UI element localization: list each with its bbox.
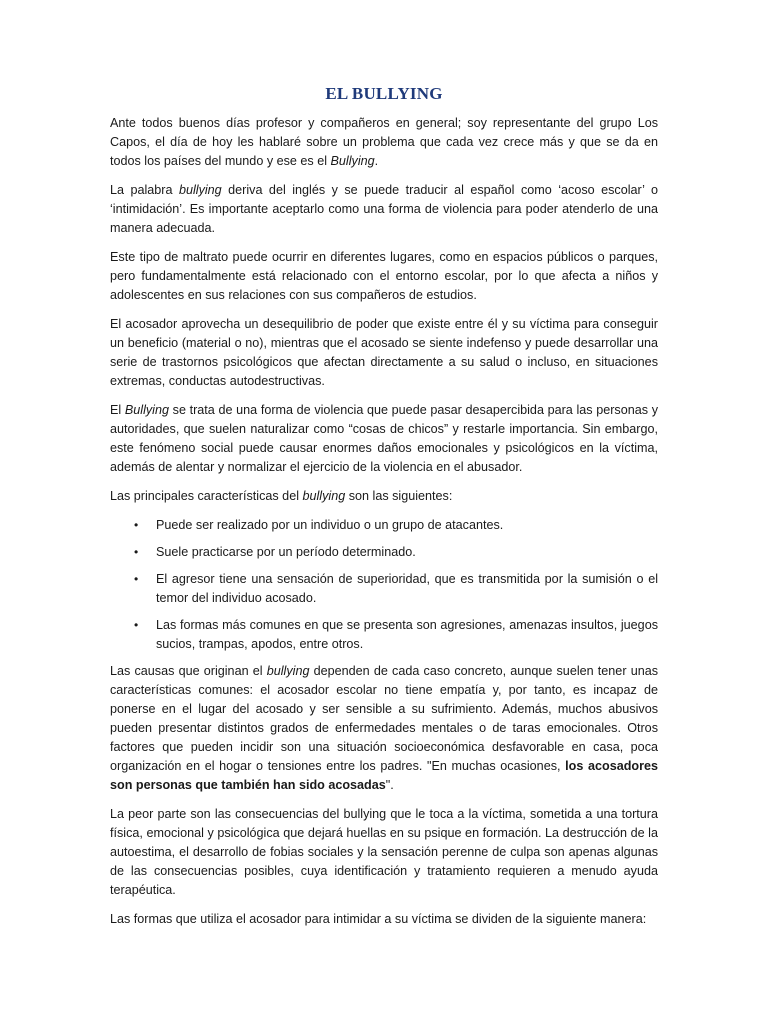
italic-term: bullying — [266, 664, 310, 678]
paragraph-places: Este tipo de maltrato puede ocurrir en diferentes lugares, como en espacios públicos o parques, pero fundamentalmente está relacionado con el entorno escolar, por lo que afecta a niños y adolescentes en sus relaciones con sus compañeros de estudios. — [110, 250, 658, 302]
list-item-text: Puede ser realizado por un individuo o un grupo de atacantes. — [156, 518, 504, 532]
list-item — [134, 570, 658, 608]
list-item-text: Las formas más comunes en que se presenta son agresiones, amenazas insultos, juegos sucios, trampas, apodos, entre otros. — [156, 618, 658, 651]
text-run: deriva del inglés y se puede traducir al español como ‘acoso escolar’ o ‘intimidación’. Es importante aceptarlo como una forma de violencia para poder atenderlo de una manera adecuada. — [110, 183, 658, 235]
text-run: El — [110, 403, 125, 417]
bullet-icon: • — [134, 572, 139, 586]
paragraph-forms: Las formas que utiliza el acosador para intimidar a su víctima se dividen de la siguiente manera: — [110, 912, 647, 926]
paragraph-violence — [110, 401, 658, 477]
bold-quote: los acosadores son personas que también han sido acosadas — [110, 759, 658, 792]
text-run: son las siguientes: — [345, 489, 453, 503]
italic-term: Bullying — [330, 154, 375, 168]
list-item — [134, 516, 658, 535]
paragraph-causes — [110, 662, 658, 795]
list-item-text: El agresor tiene una sensación de superioridad, que es transmitida por la sumisión o el temor del individuo acosado. — [156, 572, 658, 605]
text-run: . — [374, 154, 379, 168]
bullet-icon: • — [134, 618, 139, 632]
text-run: se trata de una forma de violencia que puede pasar desapercibida para las personas y autoridades, que suelen naturalizar como “cosas de chicos” y restarle importancia. Sin embargo, este fenómeno social puede causar enormes daños emocionales y psicológicos en la víctima, además de alentar y normalizar el ejercicio de la violencia en el abusador. — [110, 403, 658, 474]
text-run: Las principales características del — [110, 489, 303, 503]
italic-term: Bullying — [124, 403, 169, 417]
bullet-icon: • — [134, 545, 139, 559]
characteristics-list — [110, 516, 658, 654]
list-item — [134, 616, 658, 654]
list-item-text: Suele practicarse por un período determinado. — [156, 545, 416, 559]
text-run: La palabra — [110, 183, 179, 197]
italic-term: bullying — [178, 183, 222, 197]
text-run: dependen de cada caso concreto, aunque suelen tener unas características comunes: el acosador escolar no tiene empatía y, por tanto, es incapaz de ponerse en el lugar del acosado y ser sensible a su sufrimiento. Además, muchos abusivos pueden presentar distintos grados de enfermedades mentales o de taras emocionales. Otros factores que pueden incidir son una situación socioeconómica desfavorable en casa, poca organización en el hogar o tensiones entre los padres. "En muchas ocasiones, — [110, 664, 658, 773]
bullet-icon: • — [134, 518, 139, 532]
paragraph-definition — [110, 181, 658, 238]
list-item — [134, 543, 658, 562]
text-run: Ante todos buenos días profesor y compañeros en general; soy representante del grupo Los Capos, el día de hoy les hablaré sobre un problema que cada vez crece más y que se da en todos los países del mundo y ese es el — [110, 116, 658, 168]
document-title: EL BULLYING — [325, 84, 443, 103]
text-run: Las causas que originan el — [110, 664, 267, 678]
paragraph-intro — [110, 114, 658, 171]
text-run: ". — [385, 778, 394, 792]
paragraph-aggressor: El acosador aprovecha un desequilibrio de poder que existe entre él y su víctima para conseguir un beneficio (material o no), mientras que el acosado se siente indefenso y puede desarrollar una serie de trastornos psicológicos que afectan directamente a su salud o incluso, en situaciones extremas, conductas autodestructivas. — [110, 317, 658, 388]
paragraph-consequences: La peor parte son las consecuencias del bullying que le toca a la víctima, sometida a una tortura física, emocional y psicológica que dejará huellas en su psique en formación. La destrucción de la autoestima, el desarrollo de fobias sociales y la sensación perenne de culpa son apenas algunas de las consecuencias posibles, cuya identificación y tratamiento requieren a menudo ayuda terapéutica. — [110, 807, 658, 897]
italic-term: bullying — [302, 489, 346, 503]
paragraph-characteristics-intro — [110, 487, 658, 506]
